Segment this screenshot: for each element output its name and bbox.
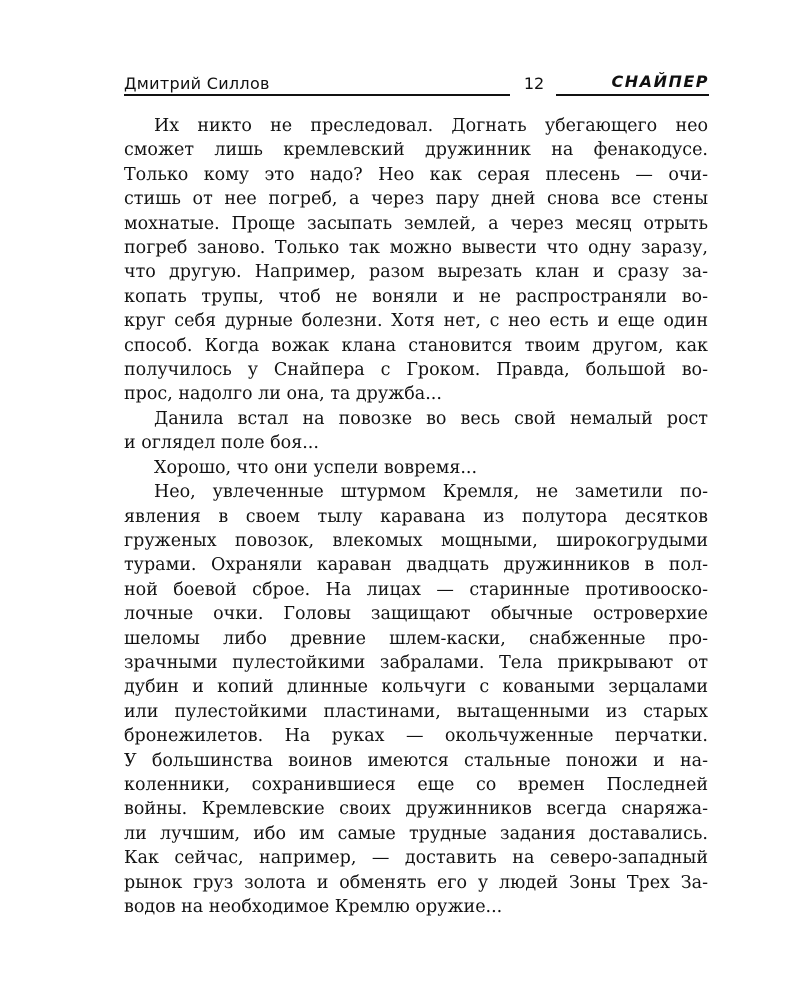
text-line: мохнатые. Проще засыпать землей, а через месяц отрыть	[124, 213, 708, 234]
text-line: что другую. Например, разом вырезать клан и сразу за-	[124, 262, 708, 283]
text-line: погреб заново. Только так можно вывести что одну заразу,	[124, 238, 708, 259]
text-line: бронежилетов. На руках — окольчуженные перчатки.	[124, 726, 708, 747]
header-book-title: СНАЙПЕР	[611, 72, 709, 91]
text-line: Только кому это надо? Нео как серая плесень — очи-	[124, 164, 708, 185]
text-line: коленники, сохранившиеся еще со времен Последней	[124, 774, 708, 795]
text-line: сможет лишь кремлевский дружинник на фенакодусе.	[124, 140, 708, 161]
paragraph	[124, 456, 708, 480]
text-line: Нео, увлеченные штурмом Кремля, не заметили по-	[154, 482, 708, 503]
text-line: копать трупы, чтоб не воняли и не распространяли во-	[124, 286, 708, 307]
running-head	[124, 70, 709, 100]
text-line: дубин и копий длинные кольчуги с коваными зерцалами	[124, 677, 708, 698]
text-line: получилось у Снайпера с Гроком. Правда, большой во-	[124, 360, 708, 381]
paragraph	[124, 407, 708, 456]
text-line: груженых повозок, влекомых мощными, широкогрудыми	[124, 530, 708, 551]
text-line: круг себя дурные болезни. Хотя нет, с нео есть и еще один	[124, 311, 708, 332]
text-line: Как сейчас, например, — доставить на северо-западный	[124, 848, 708, 869]
text-line: зрачными пулестойкими забралами. Тела прикрывают от	[124, 652, 708, 673]
text-line: шеломы либо древние шлем-каски, снабженные про-	[124, 628, 708, 649]
header-rule-left	[124, 94, 510, 96]
text-line: рынок груз золота и обменять его у людей Зоны Трех За-	[124, 872, 708, 893]
text-line: способ. Когда вожак клана становится твоим другом, как	[124, 335, 708, 356]
text-line: ли лучшим, ибо им самые трудные задания доставались.	[124, 823, 708, 844]
text-body	[124, 114, 708, 919]
text-line: У большинства воинов имеются стальные поножи и на-	[124, 750, 708, 771]
header-author: Дмитрий Силлов	[124, 74, 270, 93]
text-line: прос, надолго ли она, та дружба...	[124, 384, 442, 405]
text-line: Хорошо, что они успели вовремя...	[154, 457, 478, 478]
text-line: турами. Охраняли караван двадцать дружинников в пол-	[124, 555, 708, 576]
page-number: 12	[523, 74, 545, 93]
text-line: стишь от нее погреб, а через пару дней снова все стены	[124, 189, 708, 210]
text-line: или пулестойкими пластинами, вытащенными из старых	[124, 701, 708, 722]
text-line: ной боевой сброе. На лицах — старинные противооско-	[124, 579, 708, 600]
text-line: Их никто не преследовал. Догнать убегающего нео	[154, 116, 708, 136]
paragraph	[124, 114, 708, 407]
text-line: и оглядел поле боя...	[124, 433, 319, 454]
paragraph	[124, 480, 708, 919]
text-line: войны. Кремлевские своих дружинников всегда снаряжа-	[124, 799, 708, 820]
header-rule-right	[556, 94, 709, 96]
text-line: лочные очки. Головы защищают обычные островерхие	[124, 604, 708, 625]
text-line: явления в своем тылу каравана из полутора десятков	[124, 506, 708, 527]
text-line: водов на необходимое Кремлю оружие...	[124, 897, 503, 917]
text-line: Данила встал на повозке во весь свой немалый рост	[154, 408, 708, 429]
